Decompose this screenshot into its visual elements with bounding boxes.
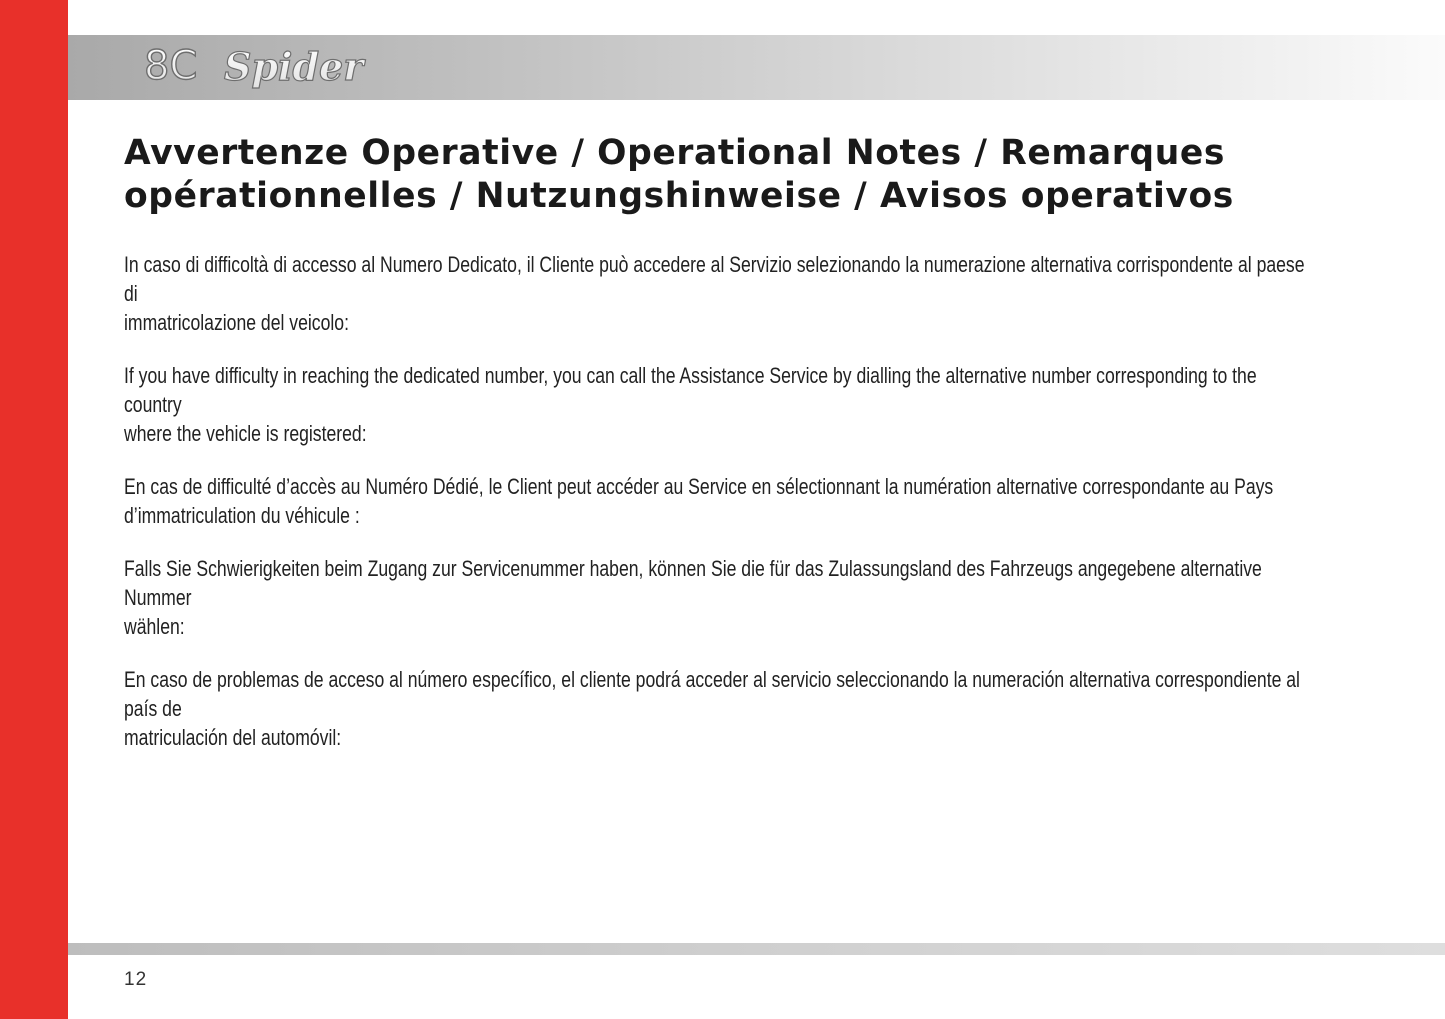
- logo-script: Spider: [224, 44, 364, 89]
- paragraph-spanish: En caso de problemas de acceso al número específico, el cliente podrá acceder al servicio seleccionando la numeración alternativa correspondiente al país de matriculación del automóvil:: [124, 667, 1300, 750]
- logo-number: 8C: [144, 43, 198, 89]
- page-title: [124, 132, 1324, 218]
- footer-band: [68, 943, 1445, 955]
- red-side-bar: [0, 0, 68, 1019]
- title-line-2: opérationnelles / Nutzungshinweise / Avisos operativos: [124, 176, 1234, 216]
- paragraph-italian: In caso di difficoltà di accesso al Numero Dedicato, il Cliente può accedere al Servizio selezionando la numerazione alternativa corrispondente al paese di immatricolazione del veicolo:: [124, 252, 1305, 335]
- paragraph-german: Falls Sie Schwierigkeiten beim Zugang zur Servicenummer haben, können Sie die für das Zulassungsland des Fahrzeugs angegebene alternative Nummer wählen:: [124, 556, 1262, 639]
- title-line-1: Avvertenze Operative / Operational Notes / Remarques: [124, 133, 1225, 173]
- paragraph-french: En cas de difficulté d’accès au Numéro Dédié, le Client peut accéder au Service en sélectionnant la numération alternative correspondante au Pays d’immatriculation du véhicule :: [124, 474, 1274, 528]
- page-number: 12: [124, 969, 148, 990]
- operational-notes-body: [124, 250, 1314, 776]
- 8c-spider-logo: [140, 32, 390, 100]
- paragraph-english: If you have difficulty in reaching the dedicated number, you can call the Assistance Service by dialling the alternative number corresponding to the country where the vehicle is registered:: [124, 363, 1257, 446]
